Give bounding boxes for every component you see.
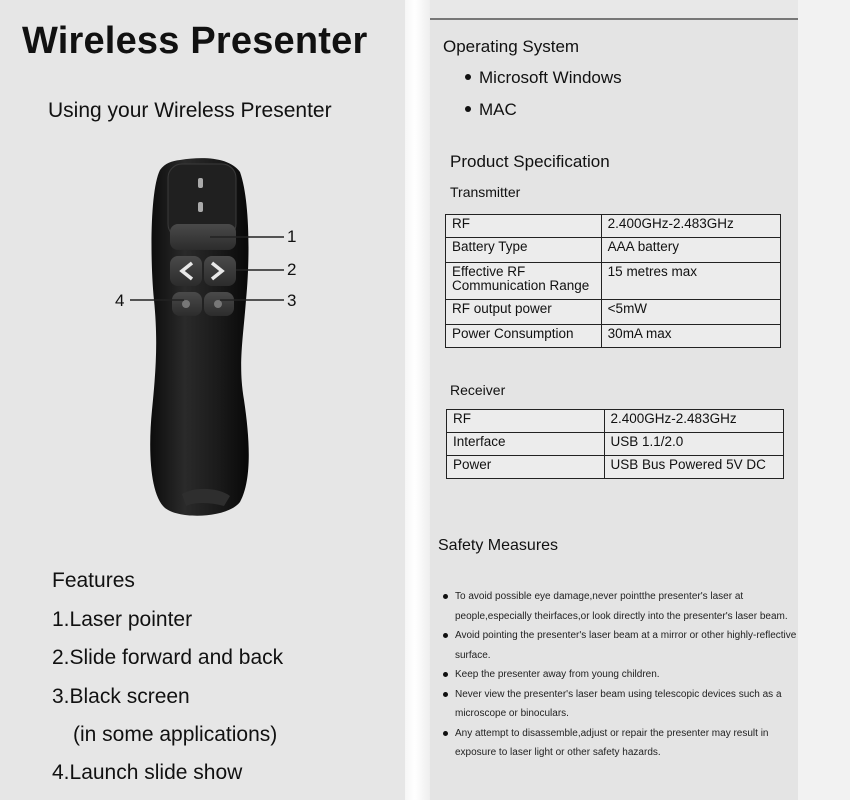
spec-cell-label: RF output power <box>446 300 602 325</box>
spec-cell-value: USB Bus Powered 5V DC <box>604 456 783 479</box>
indicator-1 <box>198 178 203 188</box>
spec-cell-value: AAA battery <box>601 238 780 263</box>
os-item <box>465 68 622 88</box>
spec-cell-value: <5mW <box>601 300 780 325</box>
spec-cell-value: 2.400GHz-2.483GHz <box>601 215 780 238</box>
spec-heading: Product Specification <box>450 152 610 171</box>
receiver-label: Receiver <box>450 382 506 398</box>
list-item: Any attempt to disassemble,adjust or repair the presenter may result in exposure to laser light or other safety hazards. <box>442 724 798 763</box>
table-row <box>447 433 784 456</box>
spec-cell-label: Battery Type <box>446 238 602 263</box>
table-row <box>446 263 781 300</box>
list-item: Avoid pointing the presenter's laser beam at a mirror or other highly-reflective surface. <box>442 626 798 665</box>
page-title: Wireless Presenter <box>22 20 368 62</box>
indicator-2 <box>198 202 203 212</box>
table-row <box>446 215 781 238</box>
callout-3: 3 <box>287 291 297 310</box>
spec-cell-label: Power Consumption <box>446 325 602 348</box>
page-subtitle: Using your Wireless Presenter <box>48 99 332 122</box>
presenter-diagram <box>0 150 405 530</box>
feature-item-note: (in some applications) <box>73 723 278 746</box>
os-item-label: MAC <box>479 100 517 119</box>
table-row <box>446 238 781 263</box>
feature-item: 2.Slide forward and back <box>52 646 284 669</box>
feature-item: 1.Laser pointer <box>52 608 193 631</box>
callout-4: 4 <box>115 291 125 310</box>
transmitter-label: Transmitter <box>450 184 521 200</box>
list-item: Never view the presenter's laser beam using telescopic devices such as a microscope or binoculars. <box>442 685 798 724</box>
transmitter-table <box>445 214 781 348</box>
safety-heading: Safety Measures <box>438 537 559 554</box>
table-row <box>447 410 784 433</box>
list-item: Keep the presenter away from young children. <box>442 665 798 685</box>
spec-cell-label: RF <box>446 215 602 238</box>
spec-cell-value: 15 metres max <box>601 263 780 300</box>
os-heading: Operating System <box>443 37 580 56</box>
safety-list <box>442 587 798 763</box>
page-fold <box>405 0 430 800</box>
presenter-illustration <box>0 150 405 530</box>
spec-cell-label: Effective RF Communication Range <box>446 263 602 300</box>
callout-2: 2 <box>287 260 297 279</box>
bullet-icon <box>465 106 471 112</box>
back-button <box>170 256 202 286</box>
spec-cell-label: Interface <box>447 433 605 456</box>
spec-cell-value: 30mA max <box>601 325 780 348</box>
slideshow-icon <box>214 300 222 308</box>
feature-item: 3.Black screen <box>52 685 190 708</box>
list-item: To avoid possible eye damage,never pointthe presenter's laser at people,especially theirfaces,or look directly into the presenter's laser beam. <box>442 587 798 626</box>
spec-cell-value: USB 1.1/2.0 <box>604 433 783 456</box>
bullet-icon <box>465 74 471 80</box>
feature-item: 4.Launch slide show <box>52 761 243 784</box>
features-title: Features <box>52 569 135 592</box>
spec-cell-value: 2.400GHz-2.483GHz <box>604 410 783 433</box>
os-item-label: Microsoft Windows <box>479 68 622 87</box>
table-row <box>447 456 784 479</box>
os-item <box>465 100 517 120</box>
callout-1: 1 <box>287 227 297 246</box>
receiver-table <box>446 409 784 479</box>
right-edge <box>798 0 850 800</box>
screen-icon <box>182 300 190 308</box>
table-row <box>446 300 781 325</box>
spec-cell-label: RF <box>447 410 605 433</box>
top-strip <box>430 0 798 20</box>
table-row <box>446 325 781 348</box>
spec-cell-label: Power <box>447 456 605 479</box>
